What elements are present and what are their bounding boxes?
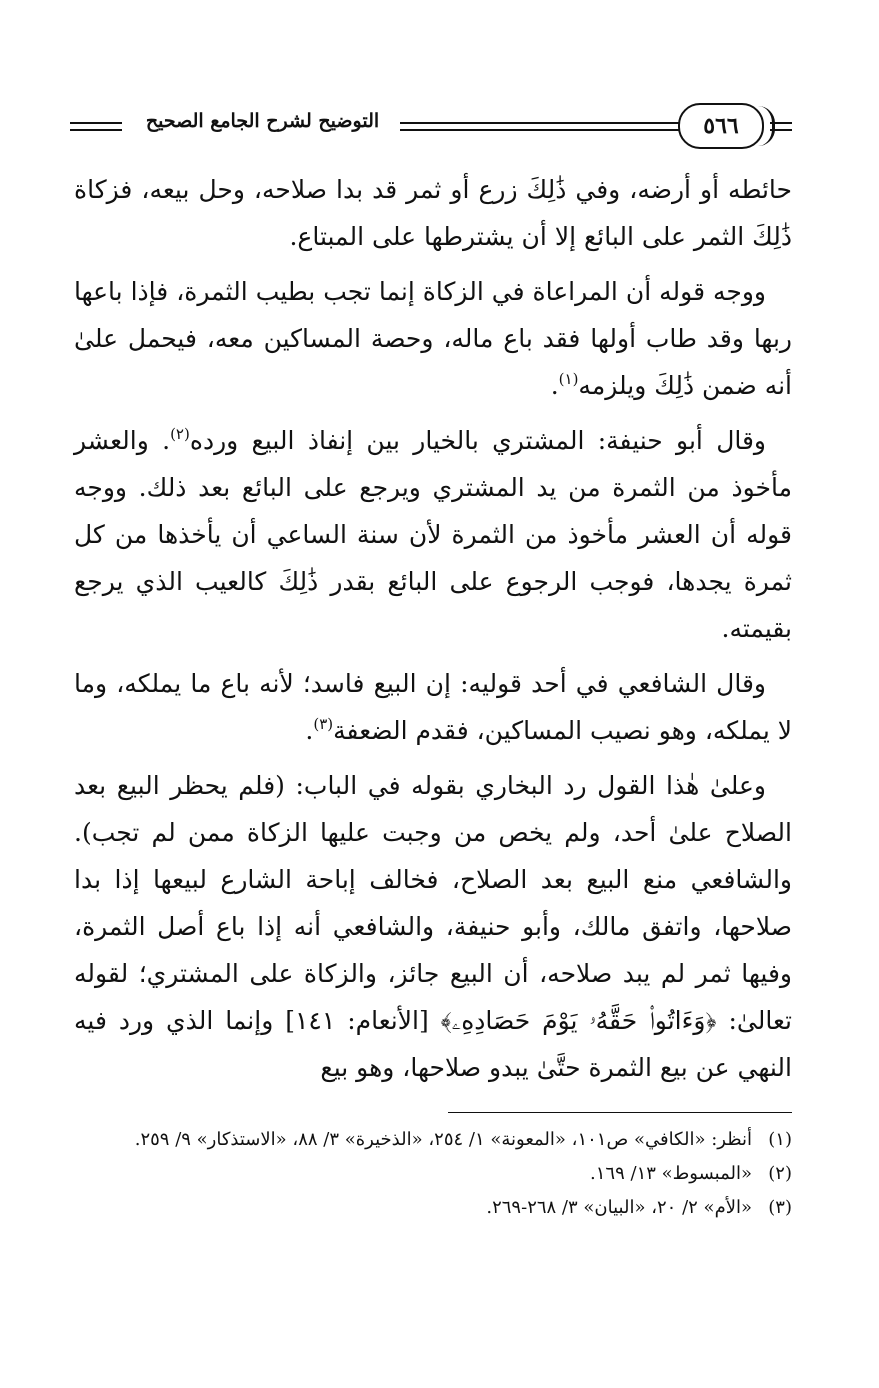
footnote xyxy=(74,1192,792,1224)
header-rule xyxy=(770,129,792,131)
page-number-ornament xyxy=(758,106,775,146)
paragraph-text-after-note: . xyxy=(305,716,314,745)
paragraph-text: وقال أبو حنيفة: المشتري بالخيار بين إنفاذ البيع ورده xyxy=(189,426,766,455)
paragraph-text: وعلىٰ هٰذا القول رد البخاري بقوله في الباب: (فلم يحظر البيع بعد الصلاح علىٰ أحد، ولم يخص من وجبت عليها الزكاة ممن لم تجب). والشافعي منع البيع بعد الصلاح، فخالف إباحة الشارع لبيعها إذا بدا صلاحها، واتفق مالك، وأبو حنيفة، والشافعي أنه إذا باع أصل الثمرة، وفيها ثمر لم يبد صلاحه، أن البيع جائز، والزكاة على المشتري؛ لقوله تعالىٰ: ﴿وَءَاتُوا۟ حَقَّهُۥ يَوْمَ حَصَادِهِۦ﴾ [الأنعام: ١٤١] وإنما الذي ورد فيه النهي عن بيع الثمرة حتَّىٰ يبدو صلاحها، وهو بيع xyxy=(74,771,792,1082)
paragraph-text: ووجه قوله أن المراعاة في الزكاة إنما تجب بطيب الثمرة، فإذا باعها ربها وقد طاب أولها فقد باع ماله، وحصة المساكين معه، فيحمل علىٰ أنه ضمن ذَٰلِكَ ويلزمه xyxy=(74,277,792,400)
footnote-ref[interactable]: (١) xyxy=(558,370,579,388)
footnote-text: أنظر: «الكافي» ص١٠١، «المعونة» ١/ ٢٥٤، «الذخيرة» ٣/ ٨٨، «الاستذكار» ٩/ ٢٥٩. xyxy=(134,1129,752,1150)
footnote-number: (١) xyxy=(768,1129,792,1150)
paragraph xyxy=(74,166,792,260)
paragraph xyxy=(74,660,792,754)
paragraph xyxy=(74,762,792,1091)
footnote-ref[interactable]: (٣) xyxy=(313,715,334,733)
paragraph xyxy=(74,268,792,409)
page-number: ٥٦٦ xyxy=(678,103,764,149)
header-rule xyxy=(70,129,122,131)
header-rule xyxy=(400,129,680,131)
footnote xyxy=(74,1158,792,1190)
page-header xyxy=(70,100,792,154)
paragraph-text: وقال الشافعي في أحد قوليه: إن البيع فاسد؛ لأنه باع ما يملكه، وما لا يملكه، وهو نصيب المساكين، فقدم الضعفة xyxy=(74,669,792,745)
footnotes xyxy=(74,1124,792,1226)
footnote-number: (٣) xyxy=(768,1197,792,1218)
footnote-number: (٢) xyxy=(768,1163,792,1184)
footnote-text: «المبسوط» ١٣/ ١٦٩. xyxy=(590,1163,752,1184)
header-rule xyxy=(70,122,122,124)
footnote xyxy=(74,1124,792,1156)
footnote-ref[interactable]: (٢) xyxy=(170,425,190,443)
running-title: التوضيح لشرح الجامع الصحيح xyxy=(145,110,380,132)
main-text xyxy=(74,166,792,1099)
footnote-separator xyxy=(448,1112,792,1113)
header-rule xyxy=(400,122,680,124)
paragraph-text-after-note: . والعشر مأخوذ من الثمرة من يد المشتري ويرجع على البائع بعد ذلك. ووجه قوله أن العشر مأخوذ من الثمرة لأن سنة الساعي أن يأخذها من كل ثمرة يجدها، فوجب الرجوع على البائع بقدر ذَٰلِكَ كالعيب الذي يرجع بقيمته. xyxy=(74,426,792,643)
header-rule xyxy=(770,122,792,124)
paragraph xyxy=(74,417,792,652)
footnote-text: «الأم» ٢/ ٢٠، «البيان» ٣/ ٢٦٨-٢٦٩. xyxy=(486,1197,752,1218)
paragraph-text-after-note: . xyxy=(550,371,559,400)
paragraph-text: حائطه أو أرضه، وفي ذَٰلِكَ زرع أو ثمر قد بدا صلاحه، وحل بيعه، فزكاة ذَٰلِكَ الثمر على البائع إلا أن يشترطها على المبتاع. xyxy=(74,175,792,251)
